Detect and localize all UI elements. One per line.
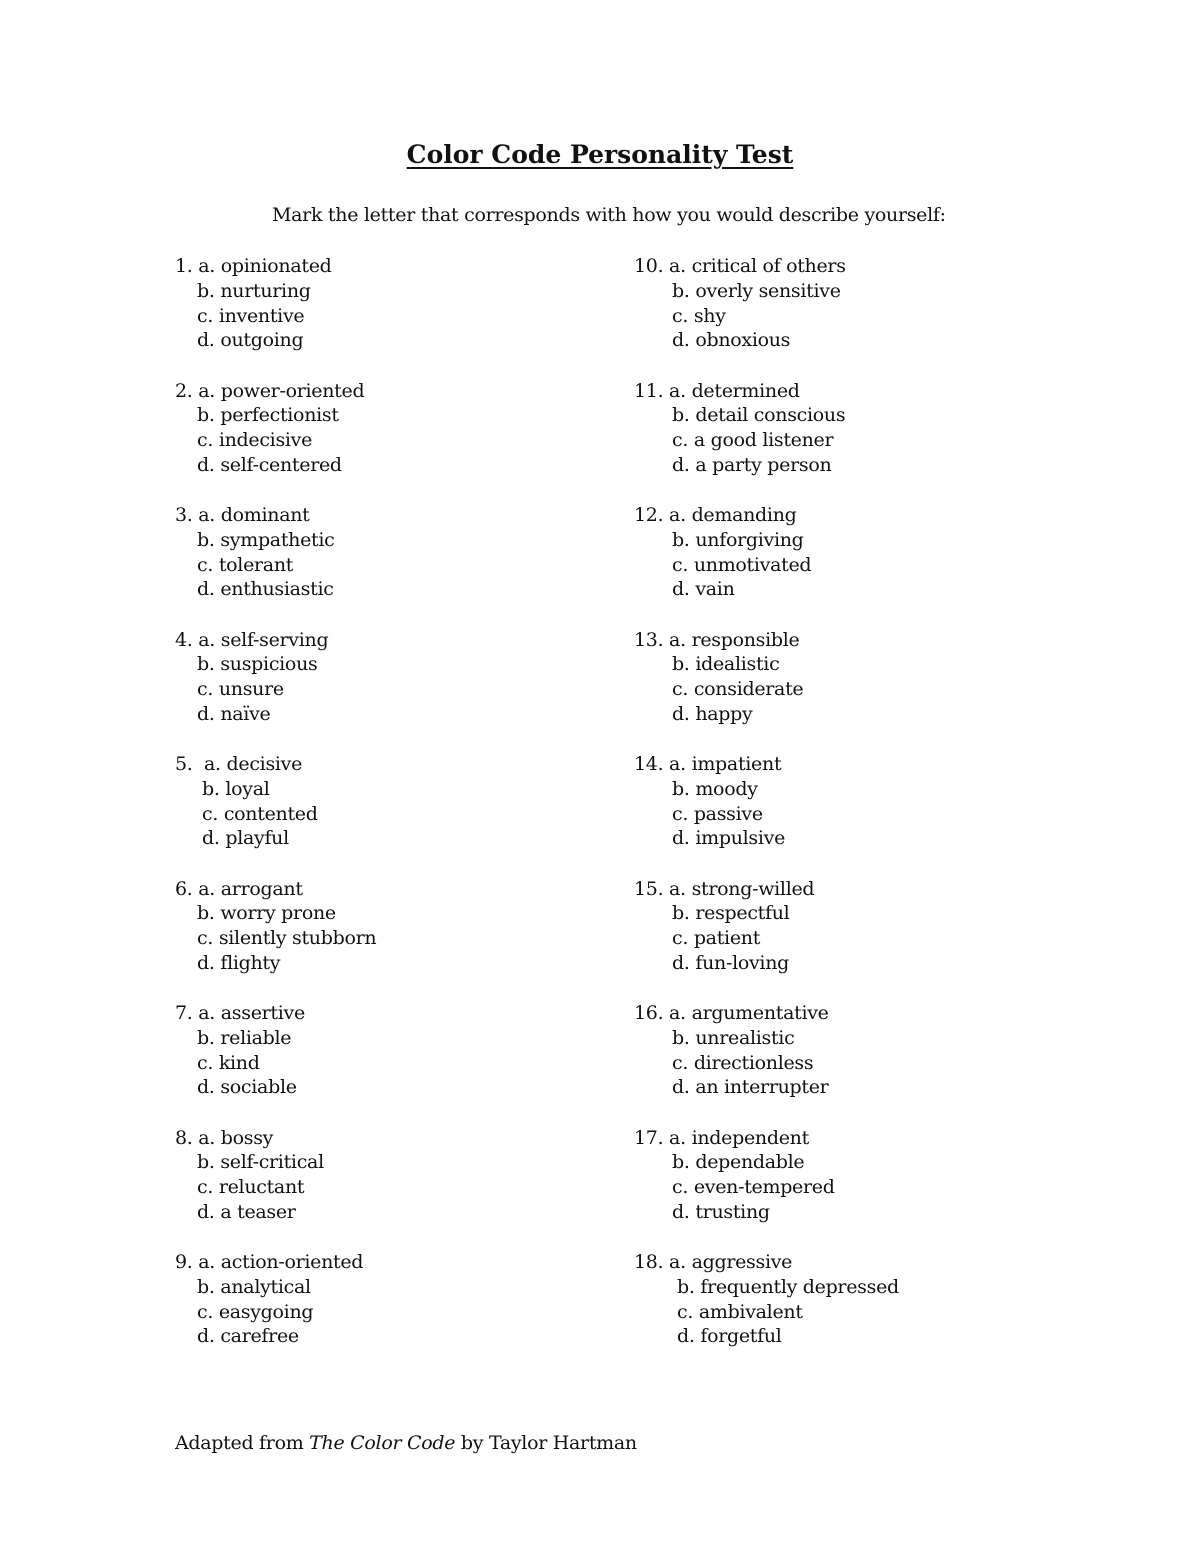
answer-option: c. passive bbox=[672, 802, 763, 825]
question-14 bbox=[634, 752, 899, 877]
answer-option: d. self-centered bbox=[197, 453, 342, 476]
answer-option: b. dependable bbox=[672, 1151, 805, 1174]
page-title-text: Color Code Personality Test bbox=[406, 140, 794, 169]
question-first-line: 17. a. independent bbox=[634, 1126, 809, 1149]
answer-option: b. idealistic bbox=[672, 653, 780, 676]
question-4 bbox=[175, 628, 376, 753]
answer-option: d. an interrupter bbox=[672, 1076, 829, 1099]
question-first-line: 4. a. self-serving bbox=[175, 628, 329, 651]
answer-option: b. sympathetic bbox=[197, 528, 335, 551]
question-first-line: 3. a. dominant bbox=[175, 504, 310, 526]
question-first-line: 14. a. impatient bbox=[634, 753, 782, 775]
answer-option: b. perfectionist bbox=[197, 404, 339, 427]
answer-option: d. naïve bbox=[197, 702, 271, 725]
question-13 bbox=[634, 628, 899, 753]
answer-option: c. tolerant bbox=[197, 553, 294, 576]
question-first-line: 11. a. determined bbox=[634, 379, 800, 402]
question-11 bbox=[634, 379, 899, 504]
question-8 bbox=[175, 1126, 376, 1251]
question-first-line: 8. a. bossy bbox=[175, 1126, 274, 1149]
question-column-right bbox=[634, 254, 899, 1375]
question-3 bbox=[175, 503, 376, 628]
answer-option: c. indecisive bbox=[197, 429, 313, 452]
question-first-line: 18. a. aggressive bbox=[634, 1251, 793, 1273]
question-1 bbox=[175, 254, 376, 379]
answer-option: c. silently stubborn bbox=[197, 927, 377, 950]
answer-option: d. forgetful bbox=[677, 1325, 782, 1348]
answer-option: d. trusting bbox=[672, 1200, 770, 1223]
question-first-line: 15. a. strong-willed bbox=[634, 877, 815, 900]
question-first-line: 2. a. power-oriented bbox=[175, 379, 365, 402]
answer-option: c. a good listener bbox=[672, 429, 834, 452]
answer-option: d. outgoing bbox=[197, 329, 304, 352]
answer-option: d. a party person bbox=[672, 453, 832, 476]
answer-option: b. loyal bbox=[202, 777, 270, 800]
answer-option: b. detail conscious bbox=[672, 404, 846, 427]
answer-option: c. shy bbox=[672, 304, 726, 327]
answer-option: d. obnoxious bbox=[672, 329, 791, 352]
answer-option: b. overly sensitive bbox=[672, 279, 841, 302]
answer-option: b. respectful bbox=[672, 902, 790, 925]
answer-option: b. unforgiving bbox=[672, 528, 804, 551]
answer-option: c. easygoing bbox=[197, 1300, 314, 1323]
answer-option: b. nurturing bbox=[197, 279, 311, 302]
answer-option: d. impulsive bbox=[672, 827, 786, 850]
answer-option: b. moody bbox=[672, 777, 758, 800]
answer-option: c. considerate bbox=[672, 678, 804, 701]
answer-option: b. self-critical bbox=[197, 1151, 324, 1174]
answer-option: b. reliable bbox=[197, 1026, 292, 1049]
answer-option: d. happy bbox=[672, 702, 753, 725]
answer-option: c. unmotivated bbox=[672, 553, 812, 576]
question-first-line: 13. a. responsible bbox=[634, 628, 800, 651]
question-17 bbox=[634, 1126, 899, 1251]
question-15 bbox=[634, 877, 899, 1002]
answer-option: c. contented bbox=[202, 802, 318, 825]
book-title: The Color Code bbox=[309, 1432, 456, 1454]
question-first-line: 12. a. demanding bbox=[634, 504, 797, 526]
source-credit-author: by Taylor Hartman bbox=[455, 1432, 637, 1454]
answer-option: b. unrealistic bbox=[672, 1026, 795, 1049]
answer-option: b. worry prone bbox=[197, 902, 336, 925]
question-12 bbox=[634, 503, 899, 628]
answer-option: c. directionless bbox=[672, 1051, 814, 1074]
page-title bbox=[0, 140, 1200, 169]
answer-option: b. analytical bbox=[197, 1275, 311, 1298]
question-first-line: 9. a. action-oriented bbox=[175, 1251, 364, 1273]
question-first-line: 5. a. decisive bbox=[175, 753, 303, 775]
question-first-line: 7. a. assertive bbox=[175, 1002, 305, 1024]
question-10 bbox=[634, 254, 899, 379]
question-first-line: 6. a. arrogant bbox=[175, 877, 303, 900]
answer-option: b. suspicious bbox=[197, 653, 318, 676]
question-16 bbox=[634, 1001, 899, 1126]
question-5 bbox=[175, 752, 376, 877]
answer-option: c. reluctant bbox=[197, 1176, 305, 1199]
answer-option: b. frequently depressed bbox=[677, 1275, 899, 1298]
question-2 bbox=[175, 379, 376, 504]
answer-option: d. fun-loving bbox=[672, 951, 789, 974]
instructions: Mark the letter that corresponds with how you would describe yourself: bbox=[272, 204, 946, 226]
answer-option: c. ambivalent bbox=[677, 1300, 803, 1323]
question-6 bbox=[175, 877, 376, 1002]
source-credit bbox=[175, 1432, 637, 1454]
answer-option: d. playful bbox=[202, 827, 289, 850]
answer-option: c. inventive bbox=[197, 304, 305, 327]
answer-option: d. flighty bbox=[197, 951, 281, 974]
answer-option: c. patient bbox=[672, 927, 761, 950]
question-9 bbox=[175, 1250, 376, 1375]
question-first-line: 16. a. argumentative bbox=[634, 1002, 829, 1024]
answer-option: d. enthusiastic bbox=[197, 578, 334, 601]
answer-option: d. sociable bbox=[197, 1076, 297, 1099]
answer-option: c. unsure bbox=[197, 678, 284, 701]
question-column-left bbox=[175, 254, 376, 1375]
source-credit-prefix: Adapted from bbox=[175, 1432, 310, 1454]
answer-option: d. a teaser bbox=[197, 1200, 296, 1223]
question-7 bbox=[175, 1001, 376, 1126]
answer-option: c. kind bbox=[197, 1051, 260, 1074]
answer-option: d. vain bbox=[672, 578, 735, 601]
answer-option: d. carefree bbox=[197, 1325, 299, 1348]
answer-option: c. even-tempered bbox=[672, 1176, 835, 1199]
question-18 bbox=[634, 1250, 899, 1375]
question-first-line: 10. a. critical of others bbox=[634, 255, 846, 277]
question-first-line: 1. a. opinionated bbox=[175, 255, 332, 277]
